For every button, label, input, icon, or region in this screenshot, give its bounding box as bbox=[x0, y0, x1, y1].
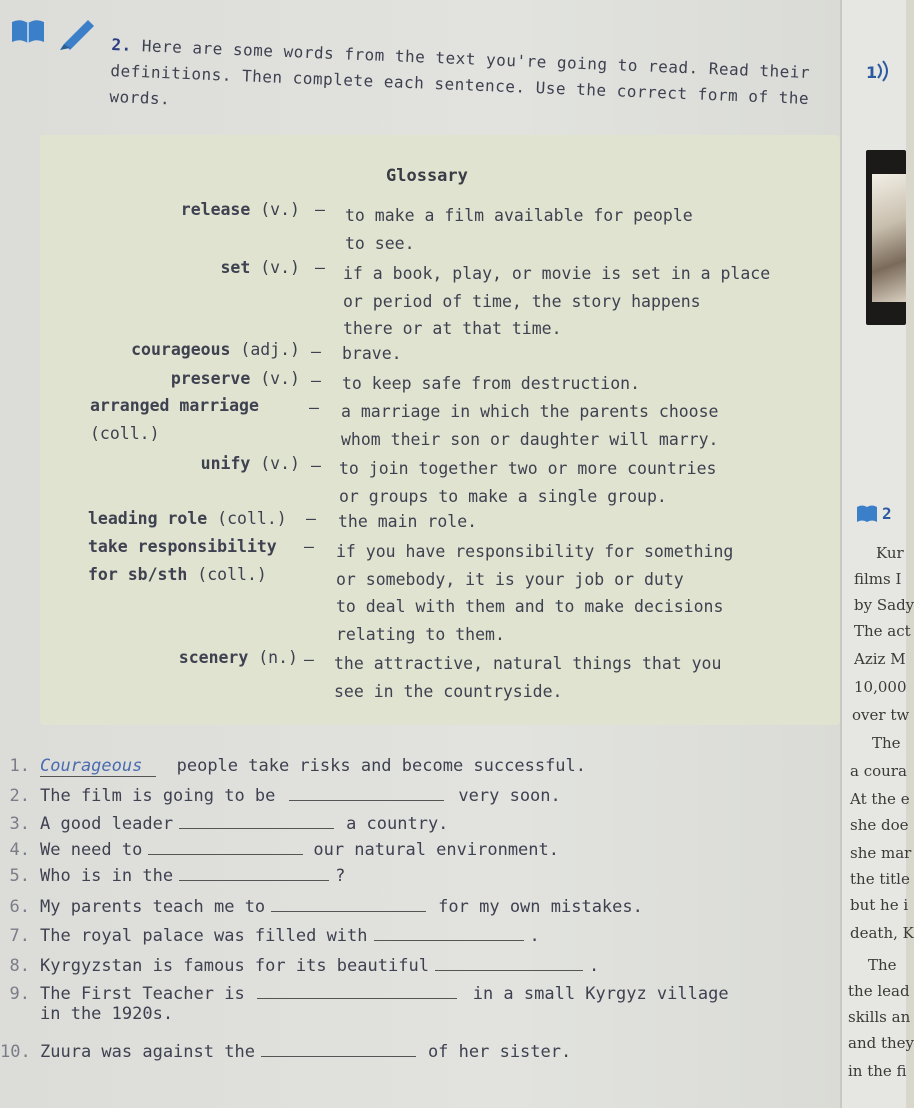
side-line: The bbox=[868, 956, 897, 974]
answer-blank[interactable] bbox=[148, 836, 303, 855]
side-line: in the fi bbox=[848, 1062, 907, 1080]
glossary-term: scenery (n.) bbox=[178, 648, 298, 667]
dash: — bbox=[315, 200, 325, 219]
dash: — bbox=[306, 509, 316, 528]
instructions-text: Here are some words from the text you're going to read. Read their definitions. Then complete each sentence. Use the correct form of the words. bbox=[109, 36, 811, 109]
answer-blank[interactable] bbox=[374, 922, 524, 941]
answer-blank[interactable] bbox=[271, 893, 426, 912]
dash: — bbox=[304, 650, 314, 669]
glossary-definition: brave. bbox=[342, 344, 402, 363]
answer-blank[interactable] bbox=[179, 862, 329, 881]
side-line: and they bbox=[848, 1034, 914, 1052]
side-line: the title bbox=[850, 870, 910, 888]
answer-blank[interactable] bbox=[179, 810, 334, 829]
side-line: over tw bbox=[852, 706, 910, 724]
glossary-definition: to keep safe from destruction. bbox=[342, 374, 641, 393]
answer-blank[interactable] bbox=[289, 782, 444, 801]
sentence-8: 8. Kyrgyzstan is famous for its beautiful . bbox=[0, 952, 599, 976]
side-line: The bbox=[872, 734, 901, 752]
sentence-4: 4. We need to our natural environment. bbox=[0, 836, 559, 860]
sentence-1: 1. Courageous people take risks and become successful. bbox=[9, 756, 587, 776]
glossary-title: Glossary bbox=[386, 166, 468, 186]
dash: — bbox=[311, 456, 321, 475]
dash: — bbox=[311, 371, 321, 390]
glossary-definition: to join together two or more countries or groups to make a single group. bbox=[339, 459, 717, 506]
glossary-term: arranged marriage (coll.) bbox=[90, 396, 259, 443]
svg-text:1: 1 bbox=[866, 63, 878, 82]
glossary-term: courageous (adj.) bbox=[131, 340, 300, 359]
dash: — bbox=[311, 342, 321, 361]
sentence-3: 3. A good leader a country. bbox=[0, 810, 448, 834]
glossary-definition: to make a film available for people to see. bbox=[345, 206, 693, 253]
glossary-definition: if a book, play, or movie is set in a place or period of time, the story happens there or at that time. bbox=[343, 264, 771, 338]
answer-blank[interactable] bbox=[435, 952, 583, 971]
glossary-term: preserve (v.) bbox=[170, 369, 300, 388]
glossary-term: leading role (coll.) bbox=[88, 509, 287, 528]
side-page-text bbox=[848, 0, 914, 1108]
side-line: the lead bbox=[848, 982, 910, 1000]
side-line: by Sady bbox=[854, 596, 914, 614]
side-line: films I bbox=[854, 570, 902, 588]
dash: — bbox=[304, 537, 314, 556]
glossary-term: set (v.) bbox=[220, 258, 300, 277]
side-line: 10,000 bbox=[854, 678, 907, 696]
glossary-definition: the main role. bbox=[338, 512, 478, 531]
glossary-term: release (v.) bbox=[180, 200, 300, 219]
glossary-term: take responsibility for sb/sth (coll.) bbox=[88, 537, 277, 584]
side-line: The act bbox=[854, 622, 911, 640]
glossary-definition: a marriage in which the parents choose whom their son or daughter will marry. bbox=[341, 402, 719, 449]
answer-filled[interactable]: Courageous bbox=[40, 756, 156, 777]
sentence-5: 5. Who is in the ? bbox=[0, 862, 345, 886]
dash: — bbox=[315, 258, 325, 277]
sentence-10: 10. Zuura was against the of her sister. bbox=[0, 1038, 571, 1062]
side-line: a coura bbox=[850, 762, 907, 780]
side-line: Kur bbox=[876, 544, 904, 562]
side-line: she doe bbox=[850, 816, 909, 834]
side-line: skills an bbox=[848, 1008, 911, 1026]
sentence-7: 7. The royal palace was filled with . bbox=[0, 922, 540, 946]
dash: — bbox=[309, 398, 319, 417]
side-line: she mar bbox=[850, 844, 912, 862]
side-exercise-number: 2 bbox=[882, 504, 892, 523]
sentence-9-continuation: in the 1920s. bbox=[40, 1004, 174, 1024]
sentence-2: 2. The film is going to be very soon. bbox=[0, 782, 561, 806]
side-line: but he i bbox=[850, 896, 909, 914]
answer-blank[interactable] bbox=[257, 980, 457, 999]
glossary-definition: if you have responsibility for something or somebody, it is your job or duty to deal with them and to make decisions relating to them. bbox=[336, 542, 734, 644]
sentence-6: 6. My parents teach me to for my own mistakes. bbox=[0, 893, 643, 917]
glossary-definition: the attractive, natural things that you see in the countryside. bbox=[334, 654, 722, 701]
side-line: At the e bbox=[850, 790, 910, 808]
sentence-9: 9. The First Teacher is in a small Kyrgyz village bbox=[0, 980, 729, 1004]
side-line: death, K bbox=[850, 924, 914, 942]
side-line: Aziz M bbox=[854, 650, 906, 668]
glossary-term: unify (v.) bbox=[200, 454, 300, 473]
answer-blank[interactable] bbox=[261, 1038, 416, 1057]
exercise-number: 2. bbox=[111, 34, 133, 55]
